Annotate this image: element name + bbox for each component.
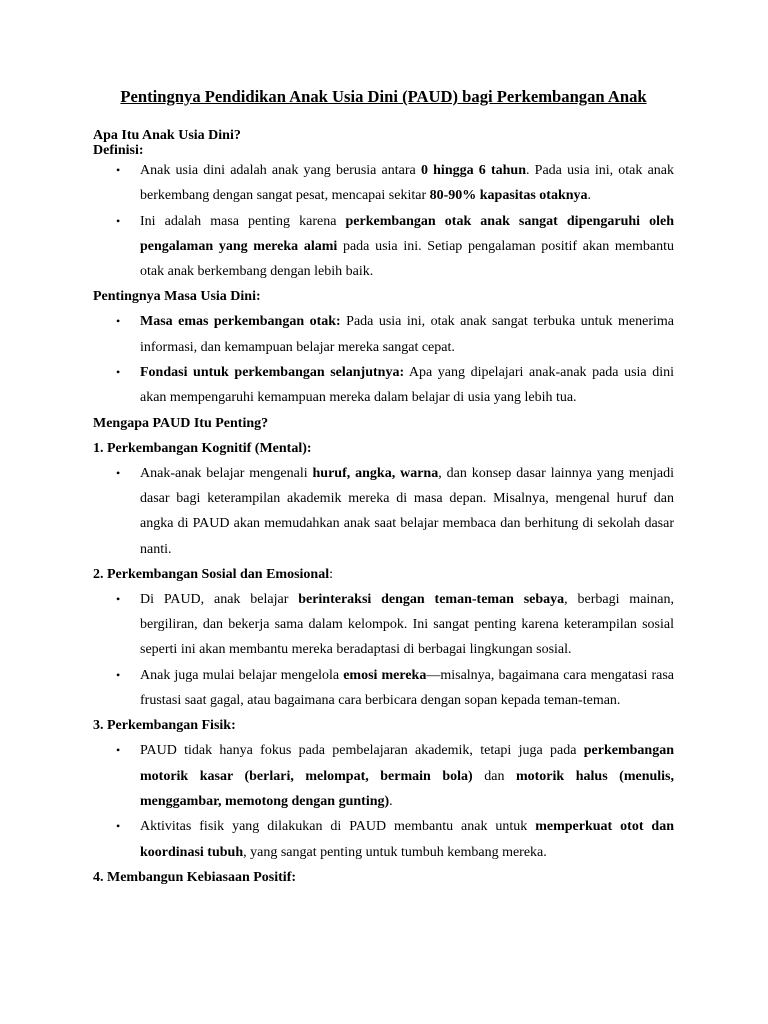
list-item: • Di PAUD, anak belajar berinteraksi dengan teman-teman sebaya, berbagi mainan, bergiliran, dan bekerja sama dalam kelompok. Ini sangat penting karena keterampilan sosial seperti ini akan membantu mereka beradaptasi di berbagai lingkungan sosial. xyxy=(140,587,674,663)
bullet-list xyxy=(93,461,674,562)
bullet-icon: • xyxy=(116,213,121,228)
list-item: • Anak usia dini adalah anak yang berusia antara 0 hingga 6 tahun. Pada usia ini, otak anak berkembang dengan sangat pesat, mencapai sekitar 80-90% kapasitas otaknya. xyxy=(140,158,674,209)
bullet-icon: • xyxy=(116,163,121,177)
section-heading: 2. Perkembangan Sosial dan Emosional: xyxy=(93,566,333,582)
bullet-list xyxy=(93,587,674,713)
section-pentingnya-masa-usia-dini xyxy=(93,284,674,410)
bullet-icon: • xyxy=(116,314,121,329)
section-heading: 1. Perkembangan Kognitif (Mental): xyxy=(93,440,312,456)
list-item: • Fondasi untuk perkembangan selanjutnya: Apa yang dipelajari anak-anak pada usia dini akan mempengaruhi kemampuan mereka dalam belajar di usia yang lebih tua. xyxy=(140,360,674,411)
section-fisik xyxy=(93,713,674,864)
list-item: • Masa emas perkembangan otak: Pada usia ini, otak anak sangat terbuka untuk menerima informasi, dan kemampuan belajar mereka sangat cepat. xyxy=(140,309,674,360)
list-item: • Anak juga mulai belajar mengelola emosi mereka—misalnya, bagaimana cara mengatasi rasa frustasi saat gagal, atau bagaimana cara berbicara dengan sopan kepada teman-teman. xyxy=(140,663,674,714)
bullet-icon: • xyxy=(116,465,121,480)
section-kognitif xyxy=(93,436,674,562)
section-anak-usia-dini xyxy=(93,128,674,284)
section-sosial-emosional xyxy=(93,562,674,713)
section-heading: Mengapa PAUD Itu Penting? xyxy=(93,415,269,431)
list-item: • Anak-anak belajar mengenali huruf, angka, warna, dan konsep dasar lainnya yang menjadi dasar bagi keterampilan akademik mereka di masa depan. Misalnya, mengenal huruf dan angka di PAUD akan memudahkan anak saat belajar membaca dan berhitung di sekolah dasar nanti. xyxy=(140,461,674,562)
section-heading: 3. Perkembangan Fisik: xyxy=(93,718,236,734)
bullet-list xyxy=(93,738,674,864)
bullet-list xyxy=(93,158,674,284)
bullet-icon: • xyxy=(116,365,121,380)
list-item: • Ini adalah masa penting karena perkembangan otak anak sangat dipengaruhi oleh pengalaman yang mereka alami pada usia ini. Setiap pengalaman positif akan membantu otak anak berkembang dengan lebih baik. xyxy=(140,209,674,285)
list-item: • PAUD tidak hanya fokus pada pembelajaran akademik, tetapi juga pada perkembangan motorik kasar (berlari, melompat, bermain bola) dan motorik halus (menulis, menggambar, memotong dengan gunting). xyxy=(140,738,674,814)
list-item: • Aktivitas fisik yang dilakukan di PAUD membantu anak untuk memperkuat otot dan koordinasi tubuh, yang sangat penting untuk tumbuh kembang mereka. xyxy=(140,814,674,865)
section-heading: 4. Membangun Kebiasaan Positif: xyxy=(93,869,297,885)
bullet-icon: • xyxy=(116,591,121,606)
document-title: Pentingnya Pendidikan Anak Usia Dini (PAUD) bagi Perkembangan Anak xyxy=(120,87,647,106)
section-heading: Apa Itu Anak Usia Dini? xyxy=(93,128,241,143)
bullet-icon: • xyxy=(116,743,121,758)
section-heading: Pentingnya Masa Usia Dini: xyxy=(93,289,261,305)
bullet-icon: • xyxy=(116,667,121,682)
bullet-icon: • xyxy=(116,819,121,834)
bullet-list xyxy=(93,309,674,410)
section-subheading: Definisi: xyxy=(93,143,144,158)
